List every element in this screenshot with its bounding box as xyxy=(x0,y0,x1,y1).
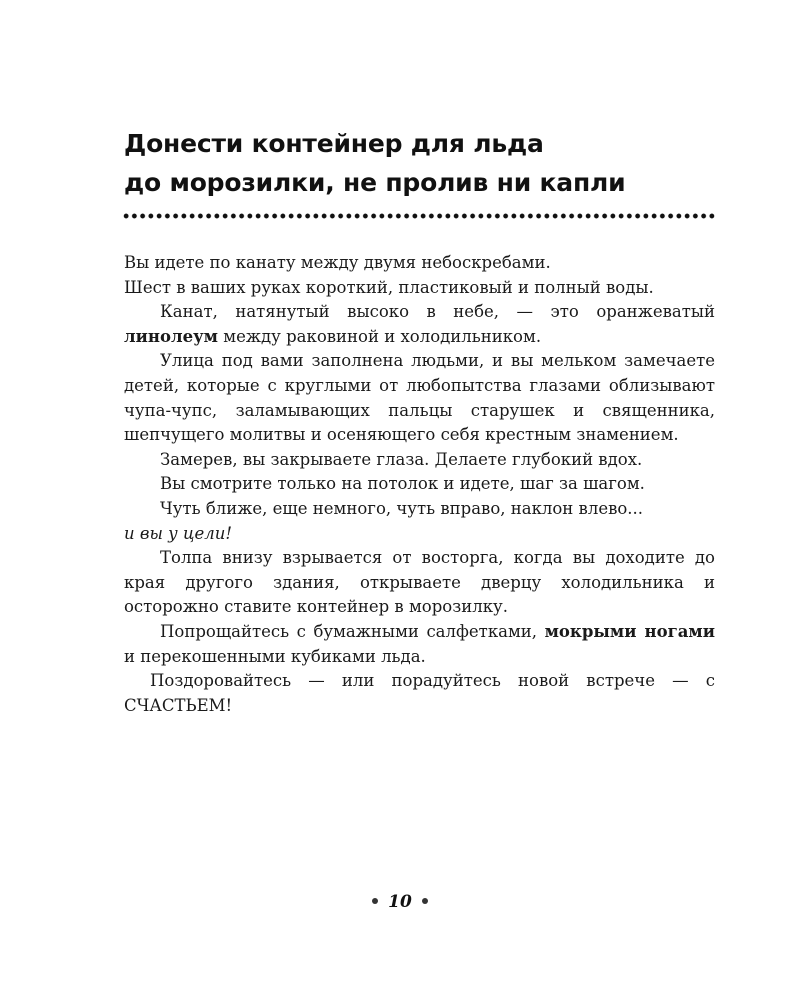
body-text xyxy=(124,251,715,718)
paragraph-3 xyxy=(124,300,715,349)
paragraph-2: Шест в ваших руках короткий, пластиковый и полный воды. xyxy=(124,277,654,297)
bold-word-linoleum: линолеум xyxy=(124,326,218,346)
paragraph-7: Чуть ближе, еще немного, чуть вправо, наклон влево... xyxy=(160,498,644,518)
chapter-title-line-2: до морозилки, не пролив ни капли xyxy=(124,168,626,197)
paragraph-10 xyxy=(124,620,715,669)
chapter-title-line-1: Донести контейнер для льда xyxy=(124,129,544,158)
paragraph-5: Замерев, вы закрываете глаза. Делаете глубокий вдох. xyxy=(160,449,643,469)
paragraph-11: Поздоровайтесь — или порадуйтесь новой встрече — с СЧАСТЬЕМ! xyxy=(124,671,715,715)
page-footer xyxy=(0,892,800,912)
italic-phrase: и вы у цели! xyxy=(124,523,233,543)
paragraph-8 xyxy=(124,522,715,547)
chapter-title xyxy=(124,124,724,202)
bold-phrase-wet-feet: мокрыми ногами xyxy=(544,621,715,641)
paragraph-4: Улица под вами заполнена людьми, и вы мельком замечаете детей, которые с круглыми от любопытства глазами облизывают чупа-чупс, заламывающих пальцы старушек и священника, шепчущего молитвы и осеняющего себя крестным знамением. xyxy=(124,351,715,445)
dotted-divider xyxy=(122,212,716,220)
paragraph-1: Вы идете по канату между двумя небоскребами. xyxy=(124,253,551,272)
paragraph-3-end: между раковиной и холодильником. xyxy=(217,326,542,346)
paragraph-3-text: Канат, натянутый высоко в небе, — это оранжеватый xyxy=(160,302,715,322)
bullet-icon xyxy=(372,898,378,904)
page-number: 10 xyxy=(388,892,412,912)
paragraph-10-end: и перекошенными кубиками льда. xyxy=(124,646,426,666)
paragraph-9: Толпа внизу взрывается от восторга, когда вы доходите до края другого здания, открываете дверцу холодильника и осторожно ставите контейнер в морозилку. xyxy=(124,548,715,617)
bullet-icon xyxy=(422,898,428,904)
paragraph-10-text: Попрощайтесь с бумажными салфетками, xyxy=(160,621,545,641)
paragraph-6: Вы смотрите только на потолок и идете, шаг за шагом. xyxy=(160,474,645,494)
